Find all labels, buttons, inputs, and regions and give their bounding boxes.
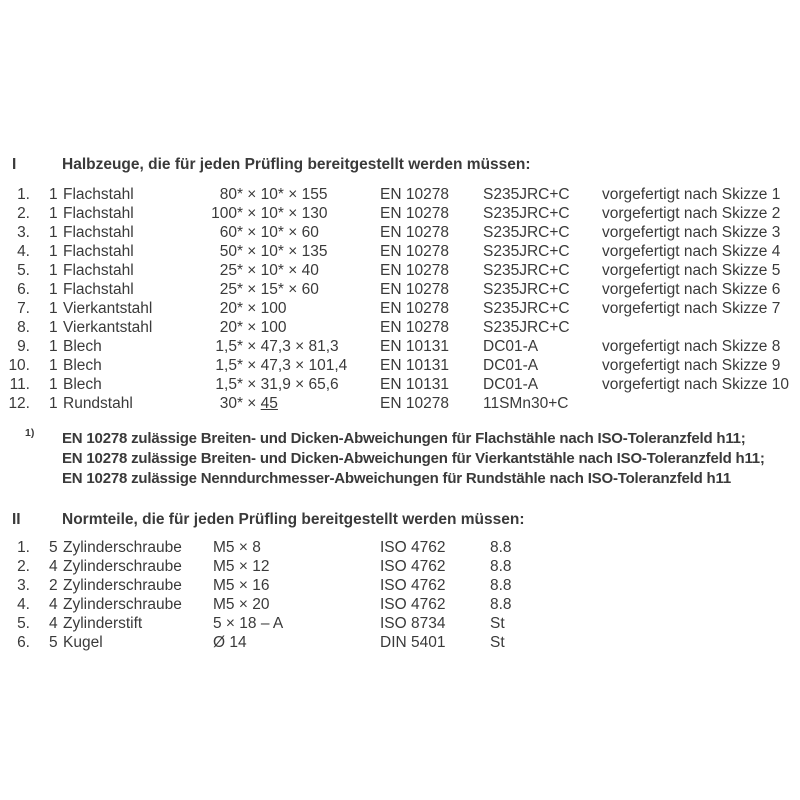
item-standard: EN 10131 [380, 338, 449, 355]
dimension-first: 60* [219, 224, 243, 241]
dimension-rest: × [243, 395, 261, 412]
dimension-rest: × 31,9 × 65,6 [243, 376, 339, 393]
item-quantity: 1 [49, 319, 58, 336]
normteil-item-row [0, 538, 800, 557]
item-name: Flachstahl [63, 186, 134, 203]
item-dimensions: Ø 14 [213, 634, 247, 651]
item-name: Kugel [63, 634, 103, 651]
section-normteile-heading [0, 510, 800, 529]
footnote-line: EN 10278 zulässige Nenndurchmesser-Abweichungen für Rundstähle nach ISO-Toleranzfeld h11 [62, 470, 731, 487]
section-halbzeuge-heading [0, 155, 800, 174]
item-standard: ISO 4762 [380, 558, 446, 575]
item-standard: EN 10278 [380, 243, 449, 260]
item-quantity: 1 [49, 395, 58, 412]
item-name: Vierkantstahl [63, 300, 153, 317]
halbzeug-item-row [0, 318, 800, 337]
item-note [602, 318, 800, 337]
item-dimensions [187, 318, 380, 337]
item-name: Vierkantstahl [63, 319, 153, 336]
section-title: Halbzeuge, die für jeden Prüfling bereitgestellt werden müssen: [62, 156, 531, 173]
halbzeug-item-row [0, 299, 800, 318]
section-numeral: I [12, 156, 17, 173]
item-dimensions [187, 337, 380, 356]
item-grade: S235JRC+C [483, 281, 570, 298]
dimension-first: 1,5* [215, 376, 243, 393]
item-quantity: 5 [49, 634, 58, 651]
item-name: Zylinderschraube [63, 596, 182, 613]
halbzeuge-rows [0, 185, 800, 413]
item-grade: 8.8 [490, 577, 512, 594]
item-quantity: 2 [49, 577, 58, 594]
item-quantity: 1 [49, 186, 58, 203]
item-standard: EN 10278 [380, 281, 449, 298]
dimension-rest: × 10* × 135 [243, 243, 328, 260]
item-quantity: 1 [49, 357, 58, 374]
item-number: 2. [17, 205, 30, 222]
halbzeug-item-row [0, 280, 800, 299]
footnote-marker: 1) [25, 427, 35, 439]
dimension-rest: × 10* × 130 [243, 205, 328, 222]
item-quantity: 4 [49, 615, 58, 632]
item-number: 9. [17, 338, 30, 355]
item-standard: ISO 4762 [380, 577, 446, 594]
item-standard: EN 10131 [380, 376, 449, 393]
dimension-rest: × 15* × 60 [243, 281, 319, 298]
item-name: Zylinderstift [63, 615, 143, 632]
item-note: vorgefertigt nach Skizze 7 [602, 300, 781, 317]
dimension-rest: × 47,3 × 101,4 [243, 357, 348, 374]
dimension-rest: × 100 [243, 300, 287, 317]
dimension-rest: × 10* × 155 [243, 186, 328, 203]
dimension-first: 20* [219, 300, 243, 317]
item-quantity: 5 [49, 539, 58, 556]
item-quantity: 1 [49, 281, 58, 298]
halbzeug-item-row [0, 375, 800, 394]
item-dimensions [187, 204, 380, 223]
dimension-underlined: 45 [260, 395, 278, 412]
item-number: 3. [17, 224, 30, 241]
halbzeug-item-row [0, 242, 800, 261]
item-grade: DC01-A [483, 338, 539, 355]
item-number: 10. [8, 357, 30, 374]
normteile-rows [0, 538, 800, 652]
item-number: 11. [9, 376, 30, 393]
item-number: 1. [17, 539, 30, 556]
section-numeral: II [12, 511, 21, 528]
item-name: Flachstahl [63, 224, 134, 241]
item-dimensions: M5 × 20 [213, 596, 270, 613]
item-dimensions [187, 299, 380, 318]
item-name: Flachstahl [63, 205, 134, 222]
halbzeug-item-row [0, 394, 800, 413]
item-standard: EN 10278 [380, 395, 449, 412]
dimension-first: 1,5* [215, 357, 243, 374]
item-grade: S235JRC+C [483, 319, 570, 336]
item-standard: ISO 4762 [380, 596, 446, 613]
item-dimensions: M5 × 8 [213, 539, 261, 556]
item-dimensions: M5 × 16 [213, 577, 270, 594]
item-standard: EN 10278 [380, 186, 449, 203]
item-note: vorgefertigt nach Skizze 9 [602, 357, 781, 374]
item-dimensions [187, 242, 380, 261]
item-note: vorgefertigt nach Skizze 2 [602, 205, 781, 222]
normteil-item-row [0, 633, 800, 652]
item-note: vorgefertigt nach Skizze 3 [602, 224, 781, 241]
halbzeug-item-row [0, 185, 800, 204]
item-grade: S235JRC+C [483, 186, 570, 203]
dimension-rest: × 47,3 × 81,3 [243, 338, 339, 355]
item-note: vorgefertigt nach Skizze 1 [602, 186, 781, 203]
dimension-first: 1,5* [215, 338, 243, 355]
item-dimensions [187, 356, 380, 375]
item-standard: EN 10278 [380, 205, 449, 222]
item-number: 6. [17, 634, 30, 651]
item-dimensions [187, 394, 380, 413]
item-quantity: 1 [49, 376, 58, 393]
item-name: Zylinderschraube [63, 577, 182, 594]
normteil-item-row [0, 595, 800, 614]
item-grade: DC01-A [483, 357, 539, 374]
dimension-rest: × 10* × 60 [243, 224, 319, 241]
item-quantity: 1 [49, 262, 58, 279]
item-name: Flachstahl [63, 281, 134, 298]
section-title: Normteile, die für jeden Prüfling bereitgestellt werden müssen: [62, 511, 525, 528]
dimension-first: 50* [219, 243, 243, 260]
halbzeug-item-row [0, 337, 800, 356]
item-name: Flachstahl [63, 262, 134, 279]
item-standard: EN 10278 [380, 262, 449, 279]
item-number: 1. [17, 186, 30, 203]
item-note: vorgefertigt nach Skizze 4 [602, 243, 781, 260]
item-standard: EN 10278 [380, 224, 449, 241]
normteil-item-row [0, 576, 800, 595]
item-quantity: 1 [49, 224, 58, 241]
item-dimensions [187, 280, 380, 299]
item-name: Zylinderschraube [63, 558, 182, 575]
item-dimensions [187, 375, 380, 394]
item-dimensions: M5 × 12 [213, 558, 270, 575]
item-quantity: 4 [49, 558, 58, 575]
item-quantity: 1 [49, 243, 58, 260]
item-name: Rundstahl [63, 395, 133, 412]
normteil-item-row [0, 614, 800, 633]
dimension-first: 25* [219, 281, 243, 298]
item-standard: EN 10278 [380, 319, 449, 336]
item-name: Blech [63, 357, 102, 374]
item-name: Blech [63, 338, 102, 355]
footnote [0, 429, 800, 489]
dimension-first: 25* [219, 262, 243, 279]
halbzeug-item-row [0, 223, 800, 242]
item-name: Flachstahl [63, 243, 134, 260]
item-standard: DIN 5401 [380, 634, 446, 651]
item-note: vorgefertigt nach Skizze 5 [602, 262, 781, 279]
item-note [602, 394, 800, 413]
item-standard: EN 10278 [380, 300, 449, 317]
item-number: 4. [17, 596, 30, 613]
item-grade: St [490, 615, 505, 632]
item-note: vorgefertigt nach Skizze 8 [602, 338, 781, 355]
item-number: 8. [17, 319, 30, 336]
item-number: 4. [17, 243, 30, 260]
dimension-first: 80* [219, 186, 243, 203]
item-number: 6. [17, 281, 30, 298]
dimension-first: 100* [211, 205, 243, 222]
dimension-rest: × 10* × 40 [243, 262, 319, 279]
item-dimensions [187, 261, 380, 280]
item-number: 3. [17, 577, 30, 594]
item-grade: S235JRC+C [483, 224, 570, 241]
item-name: Blech [63, 376, 102, 393]
halbzeug-item-row [0, 356, 800, 375]
item-standard: ISO 4762 [380, 539, 446, 556]
item-standard: EN 10131 [380, 357, 449, 374]
item-number: 12. [8, 395, 30, 412]
dimension-rest: × 100 [243, 319, 287, 336]
dimension-first: 30* [219, 395, 243, 412]
item-dimensions: 5 × 18 – A [213, 615, 284, 632]
item-grade: S235JRC+C [483, 300, 570, 317]
item-grade: S235JRC+C [483, 262, 570, 279]
item-grade: DC01-A [483, 376, 539, 393]
item-quantity: 4 [49, 596, 58, 613]
item-number: 7. [17, 300, 30, 317]
item-grade: St [490, 634, 505, 651]
item-grade: 8.8 [490, 558, 512, 575]
item-grade: 11SMn30+C [483, 395, 569, 412]
item-number: 5. [17, 615, 30, 632]
dimension-first: 20* [219, 319, 243, 336]
item-grade: S235JRC+C [483, 243, 570, 260]
halbzeug-item-row [0, 261, 800, 280]
item-quantity: 1 [49, 205, 58, 222]
item-dimensions [187, 185, 380, 204]
item-grade: S235JRC+C [483, 205, 570, 222]
item-grade: 8.8 [490, 539, 512, 556]
footnote-line: EN 10278 zulässige Breiten- und Dicken-Abweichungen für Vierkantstähle nach ISO-Toleranzfeld h11; [62, 450, 765, 467]
halbzeug-item-row [0, 204, 800, 223]
footnote-line: EN 10278 zulässige Breiten- und Dicken-Abweichungen für Flachstähle nach ISO-Toleranzfeld h11; [62, 430, 746, 447]
item-quantity: 1 [49, 300, 58, 317]
item-note: vorgefertigt nach Skizze 10 [602, 376, 789, 393]
normteil-item-row [0, 557, 800, 576]
item-dimensions [187, 223, 380, 242]
item-note: vorgefertigt nach Skizze 6 [602, 281, 781, 298]
item-quantity: 1 [49, 338, 58, 355]
item-number: 2. [17, 558, 30, 575]
item-grade: 8.8 [490, 596, 512, 613]
item-name: Zylinderschraube [63, 539, 182, 556]
item-number: 5. [17, 262, 30, 279]
item-standard: ISO 8734 [380, 615, 446, 632]
section-normteile [0, 510, 800, 652]
